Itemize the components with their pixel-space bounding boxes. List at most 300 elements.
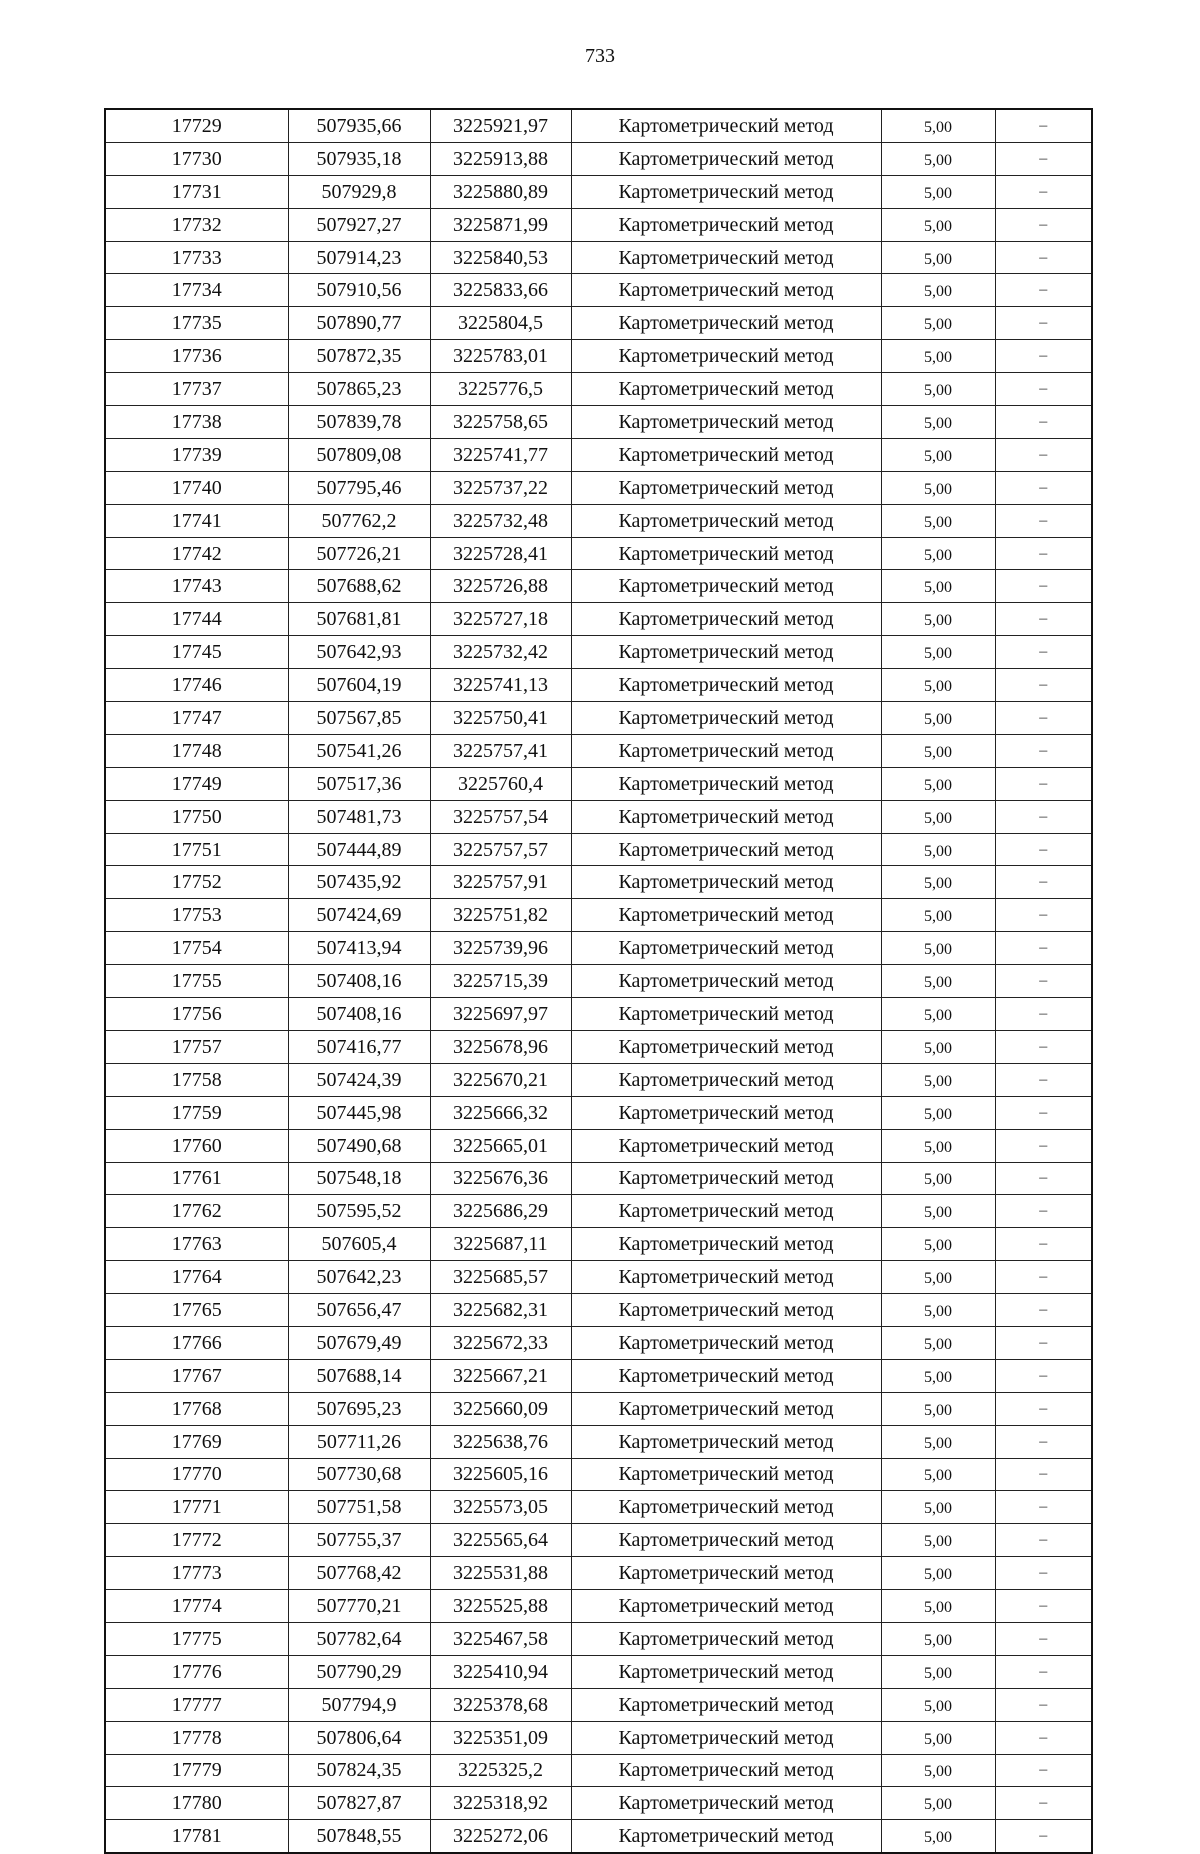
- table-row: [105, 1655, 1092, 1688]
- x-coordinate-cell: 507768,42: [288, 1557, 430, 1590]
- x-coordinate-cell: 507604,19: [288, 669, 430, 702]
- table-row: [105, 1030, 1092, 1063]
- method-cell: Картометрический метод: [571, 603, 881, 636]
- point-number-cell: 17730: [105, 142, 288, 175]
- point-number-cell: 17732: [105, 208, 288, 241]
- table-row: [105, 603, 1092, 636]
- note-cell: –: [995, 734, 1092, 767]
- note-cell: –: [995, 1129, 1092, 1162]
- y-coordinate-cell: 3225757,41: [430, 734, 571, 767]
- point-number-cell: 17754: [105, 932, 288, 965]
- point-number-cell: 17764: [105, 1261, 288, 1294]
- method-cell: Картометрический метод: [571, 702, 881, 735]
- point-number-cell: 17756: [105, 998, 288, 1031]
- accuracy-cell: 5,00: [881, 1326, 995, 1359]
- point-number-cell: 17740: [105, 471, 288, 504]
- note-cell: –: [995, 1228, 1092, 1261]
- accuracy-cell: 5,00: [881, 109, 995, 142]
- method-cell: Картометрический метод: [571, 636, 881, 669]
- table-row: [105, 1688, 1092, 1721]
- method-cell: Картометрический метод: [571, 438, 881, 471]
- x-coordinate-cell: 507605,4: [288, 1228, 430, 1261]
- method-cell: Картометрический метод: [571, 1820, 881, 1853]
- x-coordinate-cell: 507762,2: [288, 504, 430, 537]
- table-row: [105, 241, 1092, 274]
- note-cell: –: [995, 702, 1092, 735]
- accuracy-cell: 5,00: [881, 1820, 995, 1853]
- accuracy-cell: 5,00: [881, 1688, 995, 1721]
- y-coordinate-cell: 3225732,48: [430, 504, 571, 537]
- point-number-cell: 17765: [105, 1294, 288, 1327]
- method-cell: Картометрический метод: [571, 1063, 881, 1096]
- x-coordinate-cell: 507806,64: [288, 1721, 430, 1754]
- accuracy-cell: 5,00: [881, 274, 995, 307]
- accuracy-cell: 5,00: [881, 1721, 995, 1754]
- note-cell: –: [995, 274, 1092, 307]
- point-number-cell: 17781: [105, 1820, 288, 1853]
- method-cell: Картометрический метод: [571, 175, 881, 208]
- y-coordinate-cell: 3225737,22: [430, 471, 571, 504]
- method-cell: Картометрический метод: [571, 537, 881, 570]
- table-row: [105, 1721, 1092, 1754]
- table-row: [105, 208, 1092, 241]
- accuracy-cell: 5,00: [881, 1787, 995, 1820]
- y-coordinate-cell: 3225715,39: [430, 965, 571, 998]
- table-row: [105, 833, 1092, 866]
- table-row: [105, 899, 1092, 932]
- x-coordinate-cell: 507839,78: [288, 406, 430, 439]
- point-number-cell: 17729: [105, 109, 288, 142]
- y-coordinate-cell: 3225732,42: [430, 636, 571, 669]
- note-cell: –: [995, 340, 1092, 373]
- y-coordinate-cell: 3225728,41: [430, 537, 571, 570]
- y-coordinate-cell: 3225682,31: [430, 1294, 571, 1327]
- y-coordinate-cell: 3225697,97: [430, 998, 571, 1031]
- point-number-cell: 17741: [105, 504, 288, 537]
- y-coordinate-cell: 3225525,88: [430, 1590, 571, 1623]
- table-row: [105, 1096, 1092, 1129]
- point-number-cell: 17759: [105, 1096, 288, 1129]
- accuracy-cell: 5,00: [881, 1294, 995, 1327]
- accuracy-cell: 5,00: [881, 373, 995, 406]
- y-coordinate-cell: 3225727,18: [430, 603, 571, 636]
- y-coordinate-cell: 3225833,66: [430, 274, 571, 307]
- method-cell: Картометрический метод: [571, 1129, 881, 1162]
- accuracy-cell: 5,00: [881, 1030, 995, 1063]
- x-coordinate-cell: 507642,23: [288, 1261, 430, 1294]
- y-coordinate-cell: 3225804,5: [430, 307, 571, 340]
- x-coordinate-cell: 507914,23: [288, 241, 430, 274]
- table-row: [105, 340, 1092, 373]
- y-coordinate-cell: 3225678,96: [430, 1030, 571, 1063]
- point-number-cell: 17753: [105, 899, 288, 932]
- method-cell: Картометрический метод: [571, 471, 881, 504]
- y-coordinate-cell: 3225667,21: [430, 1359, 571, 1392]
- table-row: [105, 734, 1092, 767]
- point-number-cell: 17733: [105, 241, 288, 274]
- table-row: [105, 767, 1092, 800]
- y-coordinate-cell: 3225921,97: [430, 109, 571, 142]
- accuracy-cell: 5,00: [881, 1195, 995, 1228]
- point-number-cell: 17757: [105, 1030, 288, 1063]
- x-coordinate-cell: 507872,35: [288, 340, 430, 373]
- accuracy-cell: 5,00: [881, 1063, 995, 1096]
- note-cell: –: [995, 1425, 1092, 1458]
- coordinates-table: [104, 108, 1093, 1854]
- point-number-cell: 17766: [105, 1326, 288, 1359]
- table-row: [105, 1294, 1092, 1327]
- y-coordinate-cell: 3225783,01: [430, 340, 571, 373]
- note-cell: –: [995, 373, 1092, 406]
- method-cell: Картометрический метод: [571, 1458, 881, 1491]
- table-row: [105, 1425, 1092, 1458]
- note-cell: –: [995, 241, 1092, 274]
- accuracy-cell: 5,00: [881, 570, 995, 603]
- point-number-cell: 17773: [105, 1557, 288, 1590]
- y-coordinate-cell: 3225751,82: [430, 899, 571, 932]
- method-cell: Картометрический метод: [571, 998, 881, 1031]
- accuracy-cell: 5,00: [881, 866, 995, 899]
- accuracy-cell: 5,00: [881, 1754, 995, 1787]
- point-number-cell: 17779: [105, 1754, 288, 1787]
- table-row: [105, 1557, 1092, 1590]
- accuracy-cell: 5,00: [881, 603, 995, 636]
- method-cell: Картометрический метод: [571, 1392, 881, 1425]
- note-cell: –: [995, 1524, 1092, 1557]
- x-coordinate-cell: 507435,92: [288, 866, 430, 899]
- table-row: [105, 1622, 1092, 1655]
- y-coordinate-cell: 3225325,2: [430, 1754, 571, 1787]
- accuracy-cell: 5,00: [881, 1359, 995, 1392]
- point-number-cell: 17778: [105, 1721, 288, 1754]
- method-cell: Картометрический метод: [571, 340, 881, 373]
- y-coordinate-cell: 3225378,68: [430, 1688, 571, 1721]
- table-row: [105, 438, 1092, 471]
- table-row: [105, 1392, 1092, 1425]
- accuracy-cell: 5,00: [881, 1655, 995, 1688]
- note-cell: –: [995, 800, 1092, 833]
- x-coordinate-cell: 507595,52: [288, 1195, 430, 1228]
- table-row: [105, 1787, 1092, 1820]
- accuracy-cell: 5,00: [881, 438, 995, 471]
- note-cell: –: [995, 208, 1092, 241]
- note-cell: –: [995, 669, 1092, 702]
- table-row: [105, 1754, 1092, 1787]
- accuracy-cell: 5,00: [881, 1622, 995, 1655]
- accuracy-cell: 5,00: [881, 406, 995, 439]
- y-coordinate-cell: 3225351,09: [430, 1721, 571, 1754]
- x-coordinate-cell: 507935,18: [288, 142, 430, 175]
- note-cell: –: [995, 1294, 1092, 1327]
- x-coordinate-cell: 507755,37: [288, 1524, 430, 1557]
- accuracy-cell: 5,00: [881, 537, 995, 570]
- point-number-cell: 17744: [105, 603, 288, 636]
- table-row: [105, 1063, 1092, 1096]
- method-cell: Картометрический метод: [571, 274, 881, 307]
- x-coordinate-cell: 507445,98: [288, 1096, 430, 1129]
- note-cell: –: [995, 1030, 1092, 1063]
- point-number-cell: 17742: [105, 537, 288, 570]
- y-coordinate-cell: 3225757,57: [430, 833, 571, 866]
- method-cell: Картометрический метод: [571, 1557, 881, 1590]
- note-cell: –: [995, 998, 1092, 1031]
- point-number-cell: 17736: [105, 340, 288, 373]
- y-coordinate-cell: 3225840,53: [430, 241, 571, 274]
- x-coordinate-cell: 507790,29: [288, 1655, 430, 1688]
- table-row: [105, 1359, 1092, 1392]
- y-coordinate-cell: 3225467,58: [430, 1622, 571, 1655]
- x-coordinate-cell: 507517,36: [288, 767, 430, 800]
- method-cell: Картометрический метод: [571, 1359, 881, 1392]
- method-cell: Картометрический метод: [571, 932, 881, 965]
- method-cell: Картометрический метод: [571, 406, 881, 439]
- table-row: [105, 1228, 1092, 1261]
- x-coordinate-cell: 507548,18: [288, 1162, 430, 1195]
- x-coordinate-cell: 507424,39: [288, 1063, 430, 1096]
- point-number-cell: 17750: [105, 800, 288, 833]
- note-cell: –: [995, 1655, 1092, 1688]
- method-cell: Картометрический метод: [571, 1590, 881, 1623]
- method-cell: Картометрический метод: [571, 241, 881, 274]
- y-coordinate-cell: 3225672,33: [430, 1326, 571, 1359]
- y-coordinate-cell: 3225685,57: [430, 1261, 571, 1294]
- point-number-cell: 17731: [105, 175, 288, 208]
- point-number-cell: 17770: [105, 1458, 288, 1491]
- table-row: [105, 998, 1092, 1031]
- accuracy-cell: 5,00: [881, 965, 995, 998]
- accuracy-cell: 5,00: [881, 932, 995, 965]
- method-cell: Картометрический метод: [571, 1228, 881, 1261]
- accuracy-cell: 5,00: [881, 1129, 995, 1162]
- y-coordinate-cell: 3225750,41: [430, 702, 571, 735]
- note-cell: –: [995, 1392, 1092, 1425]
- table-row: [105, 504, 1092, 537]
- table-row: [105, 175, 1092, 208]
- accuracy-cell: 5,00: [881, 702, 995, 735]
- note-cell: –: [995, 570, 1092, 603]
- y-coordinate-cell: 3225676,36: [430, 1162, 571, 1195]
- table-row: [105, 274, 1092, 307]
- note-cell: –: [995, 438, 1092, 471]
- note-cell: –: [995, 1326, 1092, 1359]
- point-number-cell: 17762: [105, 1195, 288, 1228]
- y-coordinate-cell: 3225531,88: [430, 1557, 571, 1590]
- point-number-cell: 17769: [105, 1425, 288, 1458]
- method-cell: Картометрический метод: [571, 1721, 881, 1754]
- point-number-cell: 17776: [105, 1655, 288, 1688]
- point-number-cell: 17752: [105, 866, 288, 899]
- point-number-cell: 17737: [105, 373, 288, 406]
- accuracy-cell: 5,00: [881, 1491, 995, 1524]
- y-coordinate-cell: 3225665,01: [430, 1129, 571, 1162]
- x-coordinate-cell: 507794,9: [288, 1688, 430, 1721]
- note-cell: –: [995, 142, 1092, 175]
- x-coordinate-cell: 507827,87: [288, 1787, 430, 1820]
- note-cell: –: [995, 603, 1092, 636]
- y-coordinate-cell: 3225410,94: [430, 1655, 571, 1688]
- method-cell: Картометрический метод: [571, 1524, 881, 1557]
- method-cell: Картометрический метод: [571, 1294, 881, 1327]
- accuracy-cell: 5,00: [881, 899, 995, 932]
- note-cell: –: [995, 1787, 1092, 1820]
- method-cell: Картометрический метод: [571, 669, 881, 702]
- method-cell: Картометрический метод: [571, 1425, 881, 1458]
- x-coordinate-cell: 507890,77: [288, 307, 430, 340]
- accuracy-cell: 5,00: [881, 1458, 995, 1491]
- x-coordinate-cell: 507726,21: [288, 537, 430, 570]
- table-row: [105, 1590, 1092, 1623]
- point-number-cell: 17763: [105, 1228, 288, 1261]
- method-cell: Картометрический метод: [571, 1491, 881, 1524]
- point-number-cell: 17748: [105, 734, 288, 767]
- table-row: [105, 307, 1092, 340]
- accuracy-cell: 5,00: [881, 1261, 995, 1294]
- table-row: [105, 1491, 1092, 1524]
- note-cell: –: [995, 1622, 1092, 1655]
- x-coordinate-cell: 507490,68: [288, 1129, 430, 1162]
- method-cell: Картометрический метод: [571, 965, 881, 998]
- point-number-cell: 17743: [105, 570, 288, 603]
- point-number-cell: 17758: [105, 1063, 288, 1096]
- x-coordinate-cell: 507408,16: [288, 998, 430, 1031]
- x-coordinate-cell: 507413,94: [288, 932, 430, 965]
- x-coordinate-cell: 507795,46: [288, 471, 430, 504]
- x-coordinate-cell: 507865,23: [288, 373, 430, 406]
- y-coordinate-cell: 3225686,29: [430, 1195, 571, 1228]
- method-cell: Картометрический метод: [571, 899, 881, 932]
- note-cell: –: [995, 1063, 1092, 1096]
- table-row: [105, 866, 1092, 899]
- note-cell: –: [995, 1162, 1092, 1195]
- x-coordinate-cell: 507656,47: [288, 1294, 430, 1327]
- x-coordinate-cell: 507424,69: [288, 899, 430, 932]
- x-coordinate-cell: 507711,26: [288, 1425, 430, 1458]
- x-coordinate-cell: 507679,49: [288, 1326, 430, 1359]
- method-cell: Картометрический метод: [571, 208, 881, 241]
- point-number-cell: 17775: [105, 1622, 288, 1655]
- method-cell: Картометрический метод: [571, 504, 881, 537]
- x-coordinate-cell: 507910,56: [288, 274, 430, 307]
- point-number-cell: 17751: [105, 833, 288, 866]
- method-cell: Картометрический метод: [571, 866, 881, 899]
- note-cell: –: [995, 767, 1092, 800]
- table-row: [105, 1195, 1092, 1228]
- note-cell: –: [995, 1590, 1092, 1623]
- method-cell: Картометрический метод: [571, 142, 881, 175]
- page-number: 733: [585, 45, 615, 67]
- table-row: [105, 636, 1092, 669]
- x-coordinate-cell: 507681,81: [288, 603, 430, 636]
- table-row: [105, 1261, 1092, 1294]
- table-row: [105, 965, 1092, 998]
- y-coordinate-cell: 3225318,92: [430, 1787, 571, 1820]
- method-cell: Картометрический метод: [571, 800, 881, 833]
- method-cell: Картометрический метод: [571, 1195, 881, 1228]
- accuracy-cell: 5,00: [881, 1162, 995, 1195]
- note-cell: –: [995, 1557, 1092, 1590]
- x-coordinate-cell: 507444,89: [288, 833, 430, 866]
- table-row: [105, 1326, 1092, 1359]
- table-row: [105, 1162, 1092, 1195]
- note-cell: –: [995, 504, 1092, 537]
- x-coordinate-cell: 507848,55: [288, 1820, 430, 1853]
- note-cell: –: [995, 1458, 1092, 1491]
- table-row: [105, 800, 1092, 833]
- table-row: [105, 406, 1092, 439]
- x-coordinate-cell: 507751,58: [288, 1491, 430, 1524]
- note-cell: –: [995, 899, 1092, 932]
- table-row: [105, 570, 1092, 603]
- note-cell: –: [995, 537, 1092, 570]
- note-cell: –: [995, 965, 1092, 998]
- accuracy-cell: 5,00: [881, 998, 995, 1031]
- point-number-cell: 17739: [105, 438, 288, 471]
- accuracy-cell: 5,00: [881, 208, 995, 241]
- y-coordinate-cell: 3225880,89: [430, 175, 571, 208]
- table-row: [105, 471, 1092, 504]
- y-coordinate-cell: 3225565,64: [430, 1524, 571, 1557]
- y-coordinate-cell: 3225757,91: [430, 866, 571, 899]
- y-coordinate-cell: 3225670,21: [430, 1063, 571, 1096]
- method-cell: Картометрический метод: [571, 1688, 881, 1721]
- table-row: [105, 1129, 1092, 1162]
- note-cell: –: [995, 307, 1092, 340]
- method-cell: Картометрический метод: [571, 767, 881, 800]
- note-cell: –: [995, 471, 1092, 504]
- accuracy-cell: 5,00: [881, 833, 995, 866]
- y-coordinate-cell: 3225272,06: [430, 1820, 571, 1853]
- point-number-cell: 17761: [105, 1162, 288, 1195]
- point-number-cell: 17767: [105, 1359, 288, 1392]
- y-coordinate-cell: 3225739,96: [430, 932, 571, 965]
- accuracy-cell: 5,00: [881, 142, 995, 175]
- note-cell: –: [995, 1491, 1092, 1524]
- y-coordinate-cell: 3225666,32: [430, 1096, 571, 1129]
- point-number-cell: 17768: [105, 1392, 288, 1425]
- accuracy-cell: 5,00: [881, 175, 995, 208]
- accuracy-cell: 5,00: [881, 767, 995, 800]
- method-cell: Картометрический метод: [571, 1162, 881, 1195]
- method-cell: Картометрический метод: [571, 1030, 881, 1063]
- accuracy-cell: 5,00: [881, 1425, 995, 1458]
- accuracy-cell: 5,00: [881, 1096, 995, 1129]
- method-cell: Картометрический метод: [571, 1655, 881, 1688]
- accuracy-cell: 5,00: [881, 734, 995, 767]
- x-coordinate-cell: 507730,68: [288, 1458, 430, 1491]
- y-coordinate-cell: 3225573,05: [430, 1491, 571, 1524]
- note-cell: –: [995, 1820, 1092, 1853]
- point-number-cell: 17738: [105, 406, 288, 439]
- x-coordinate-cell: 507929,8: [288, 175, 430, 208]
- y-coordinate-cell: 3225757,54: [430, 800, 571, 833]
- note-cell: –: [995, 1754, 1092, 1787]
- table-row: [105, 373, 1092, 406]
- accuracy-cell: 5,00: [881, 1524, 995, 1557]
- x-coordinate-cell: 507481,73: [288, 800, 430, 833]
- note-cell: –: [995, 406, 1092, 439]
- x-coordinate-cell: 507927,27: [288, 208, 430, 241]
- y-coordinate-cell: 3225726,88: [430, 570, 571, 603]
- table-row: [105, 537, 1092, 570]
- note-cell: –: [995, 636, 1092, 669]
- accuracy-cell: 5,00: [881, 307, 995, 340]
- method-cell: Картометрический метод: [571, 373, 881, 406]
- accuracy-cell: 5,00: [881, 636, 995, 669]
- note-cell: –: [995, 1261, 1092, 1294]
- accuracy-cell: 5,00: [881, 1590, 995, 1623]
- y-coordinate-cell: 3225741,77: [430, 438, 571, 471]
- method-cell: Картометрический метод: [571, 734, 881, 767]
